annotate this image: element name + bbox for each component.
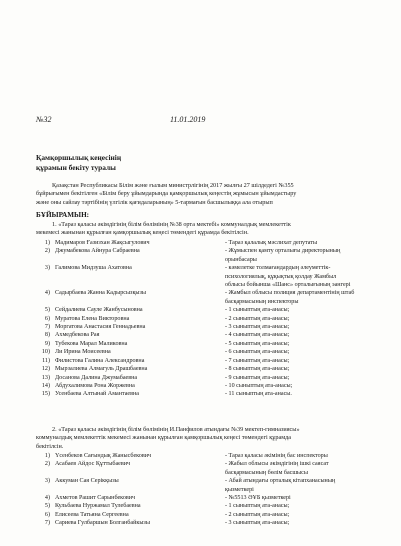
member-role-line: - 1 сыныптың ата-анасы;: [225, 307, 290, 314]
member-role: [225, 315, 376, 323]
member-role-line: - 5 сыныптың ата-анасы;: [225, 340, 290, 347]
member-row: [36, 390, 376, 398]
member-number: 6): [44, 315, 50, 322]
member-number: 1): [44, 240, 50, 246]
member-row: [36, 511, 376, 519]
document-title: [36, 153, 121, 173]
member-number: 11): [42, 357, 50, 364]
member-name: Мадимаров Ғазизхан Жақсыгулович: [55, 240, 150, 246]
member-name: Ахметов Рашит Сарынбекович: [55, 495, 136, 502]
member-role: [225, 239, 376, 247]
member-row: [36, 477, 376, 494]
member-role-line: - Жұмыспен қамту орталығы директорының: [225, 248, 341, 255]
member-role: [225, 494, 376, 502]
member-row: [36, 247, 376, 264]
section2-line: коммуналдық мемлекеттік мекемесі жанынан құрылған қамқоршылық кеңесі төмендегі құрамда: [36, 434, 292, 442]
member-role-line: - №5513 ӘҰБ қызметкері: [225, 495, 291, 502]
preamble: [36, 182, 371, 207]
member-name: Аккуман Сая Серікқызы: [55, 478, 119, 485]
member-name: Ли Ирина Моисеевна: [55, 349, 111, 356]
member-name: Сейдалиева Сауле Жанбусыновна: [55, 307, 143, 314]
member-row: [36, 519, 376, 527]
order-date: 11.01.2019: [170, 115, 206, 124]
member-role: [225, 323, 376, 331]
member-role-line: - 1 сыныптың ата-анасы;: [225, 503, 290, 510]
member-number: 10): [41, 349, 50, 356]
member-name: Галимова Мидзуша Ахатовна: [55, 265, 132, 272]
member-row: [36, 348, 376, 356]
member-number: 2): [44, 461, 50, 468]
member-name: Филистова Галина Александровна: [55, 357, 145, 364]
member-row: [36, 289, 376, 306]
member-role-line: - 2 сыныптың ата-анасы;: [225, 315, 290, 322]
member-role: [225, 374, 376, 382]
member-number: 3): [44, 478, 50, 485]
preamble-line: бұйрығымен бекітілген «Білім беру ұйымдарында қамқоршылық кеңестің жұмысын ұйымдастыру: [36, 190, 297, 198]
decree-heading: БҰЙЫРАМЫН:: [36, 211, 90, 219]
member-role-line: - 9 сыныптың ата-анасы;: [225, 374, 290, 381]
member-role-line: - Тараз қаласы әкімінің бас инспекторы: [225, 453, 328, 459]
section2-line: бекітілсін.: [36, 442, 64, 450]
member-name: Сариева Гулбаршын Болганбайкызы: [55, 520, 150, 527]
member-name: Досанова Далина Джумабаевна: [55, 374, 138, 381]
member-role: [225, 264, 376, 289]
member-role-line: қызметкері: [225, 486, 254, 493]
member-row: [36, 452, 376, 460]
section2-text: [36, 426, 371, 451]
member-role: [225, 382, 376, 390]
member-role-line: орынбасары: [225, 256, 257, 263]
member-row: [36, 502, 376, 510]
section1-line: 1. «Тараз қаласы әкімдігінің білім бөлімінің №38 орта мектебі» коммуналдық мемлекеттік: [52, 221, 291, 228]
member-role: [225, 306, 376, 314]
member-number: 15): [41, 391, 50, 398]
member-row: [36, 460, 376, 477]
member-role-line: - 7 сыныптың ата-анасы;: [225, 357, 290, 364]
member-row: [36, 357, 376, 365]
member-role-line: - Жамбыл облысы полиция департаментінің штаб: [225, 290, 355, 297]
preamble-line: Қазақстан Республикасы Білім және ғылым министрлігінің 2017 жылғы 27 шілдедегі №355: [52, 182, 294, 189]
member-role-line: - Тараз қалалық мәслихат депутаты: [225, 240, 318, 246]
member-role: [225, 365, 376, 373]
member-role-line: облысы бойынша «Шанс» орталығының эангері: [225, 282, 351, 289]
member-row: [36, 382, 376, 390]
member-name: Тубекова Марал Маликовна: [55, 340, 128, 347]
member-role-line: - 3 сыныптың ата-анасы;: [225, 324, 290, 331]
title-line: Қамқоршылық кеңесінің: [36, 153, 122, 162]
member-row: [36, 239, 376, 247]
member-number: 1): [44, 453, 50, 459]
section1-line: мекемесі жанынан құрылған қамқоршылық кеңесі төмендегі құрамда бекітілсін.: [36, 229, 249, 237]
member-row: [36, 494, 376, 502]
member-number: 5): [44, 307, 50, 314]
member-row: [36, 374, 376, 382]
member-role: [225, 390, 376, 398]
member-role-line: психологиялық, құқықтық қолдау Жамбыл: [225, 273, 337, 280]
member-role-line: - 4 сыныптың ата-анасы;: [225, 332, 290, 339]
member-number: 12): [41, 366, 50, 373]
member-role: [225, 289, 376, 306]
member-row: [36, 306, 376, 314]
preamble-line: және оны сайлау тәртібінің үлгілік қағидаларының» 5-тармағын басшылыққа ала отырып: [36, 198, 273, 206]
member-number: 4): [44, 495, 50, 502]
member-role: [225, 460, 376, 477]
member-number: 14): [41, 382, 50, 389]
member-name: Моргатова Анастасия Геннадьевна: [55, 324, 146, 331]
member-number: 7): [44, 520, 50, 527]
member-role: [225, 477, 376, 494]
member-name: Усенбаева Алтынай Амантаевна: [55, 391, 139, 398]
section1-list: [36, 239, 376, 399]
member-name: Муратова Елена Викторовна: [55, 315, 130, 322]
member-number: 6): [44, 511, 50, 518]
member-role: [225, 511, 376, 519]
member-role-line: - Жабыл облысы әкімдігінің ішкі саясат: [225, 461, 329, 468]
member-name: Садырбаева Жанна Кадырсызқызы: [55, 290, 147, 297]
member-number: 8): [44, 332, 50, 339]
member-number: 9): [44, 340, 50, 347]
member-role-line: - 11 сыныптың ата-анасы.: [225, 391, 292, 398]
section1-text: [36, 221, 371, 238]
member-role: [225, 331, 376, 339]
member-role: [225, 348, 376, 356]
member-number: 7): [44, 324, 50, 331]
member-row: [36, 331, 376, 339]
member-row: [36, 340, 376, 348]
member-name: Абдухалимова Рона Жоржевна: [55, 382, 135, 389]
member-name: Асабаев Айдос Құттыбаевич: [55, 461, 131, 468]
member-number: 2): [44, 248, 50, 255]
member-role-line: - 8 сыныптың ата-анасы;: [225, 366, 290, 373]
member-name: Джумабекова Айнура Сабраевна: [55, 248, 140, 255]
section2-list: [36, 452, 376, 528]
member-role-line: - Абай атындағы орталық кітапханасының: [225, 478, 336, 485]
member-role-line: - 10 сыныптың ата-анасы;: [225, 382, 293, 389]
member-role-line: - кәмелетке толмағандардың әлеуметтік-: [225, 265, 331, 272]
member-name: Үсенбеков Сағындық Жанысбекович: [55, 453, 152, 459]
order-number: №32: [36, 115, 52, 124]
member-row: [36, 315, 376, 323]
member-name: Кульбаева Нуржамал Тулебаевна: [55, 503, 141, 510]
member-name: Мырзалиева Алмагуль Драшбаевна: [55, 366, 148, 373]
title-line: құрамын бекіту туралы: [36, 163, 116, 172]
member-number: 13): [41, 374, 50, 381]
member-role-line: - 6 сыныптың ата-анасы;: [225, 349, 290, 356]
member-role: [225, 452, 376, 460]
member-row: [36, 365, 376, 373]
member-number: 3): [44, 265, 50, 272]
member-name: Елисеева Татьяна Сергеевна: [55, 511, 129, 518]
member-row: [36, 264, 376, 289]
member-role: [225, 247, 376, 264]
section2-line: 2. «Тараз қаласы әкімдігінің білім бөлімінің И.Панфилов атындағы №39 мектеп-гимназиясы»: [52, 426, 300, 433]
member-role: [225, 357, 376, 365]
member-row: [36, 323, 376, 331]
member-role-line: - 3 сыныптың ата-анасы;: [225, 520, 290, 527]
member-name: Ахмедбекова Рая: [55, 332, 100, 339]
member-number: 4): [44, 290, 50, 297]
member-role: [225, 340, 376, 348]
member-role-line: басқармасының бөлім басшысы: [225, 469, 308, 476]
member-number: 5): [44, 503, 50, 510]
member-role: [225, 502, 376, 510]
member-role: [225, 519, 376, 527]
member-role-line: - 2 сыныптың ата-анасы;: [225, 511, 290, 518]
member-role-line: басқармасының инспекторы: [225, 298, 299, 305]
